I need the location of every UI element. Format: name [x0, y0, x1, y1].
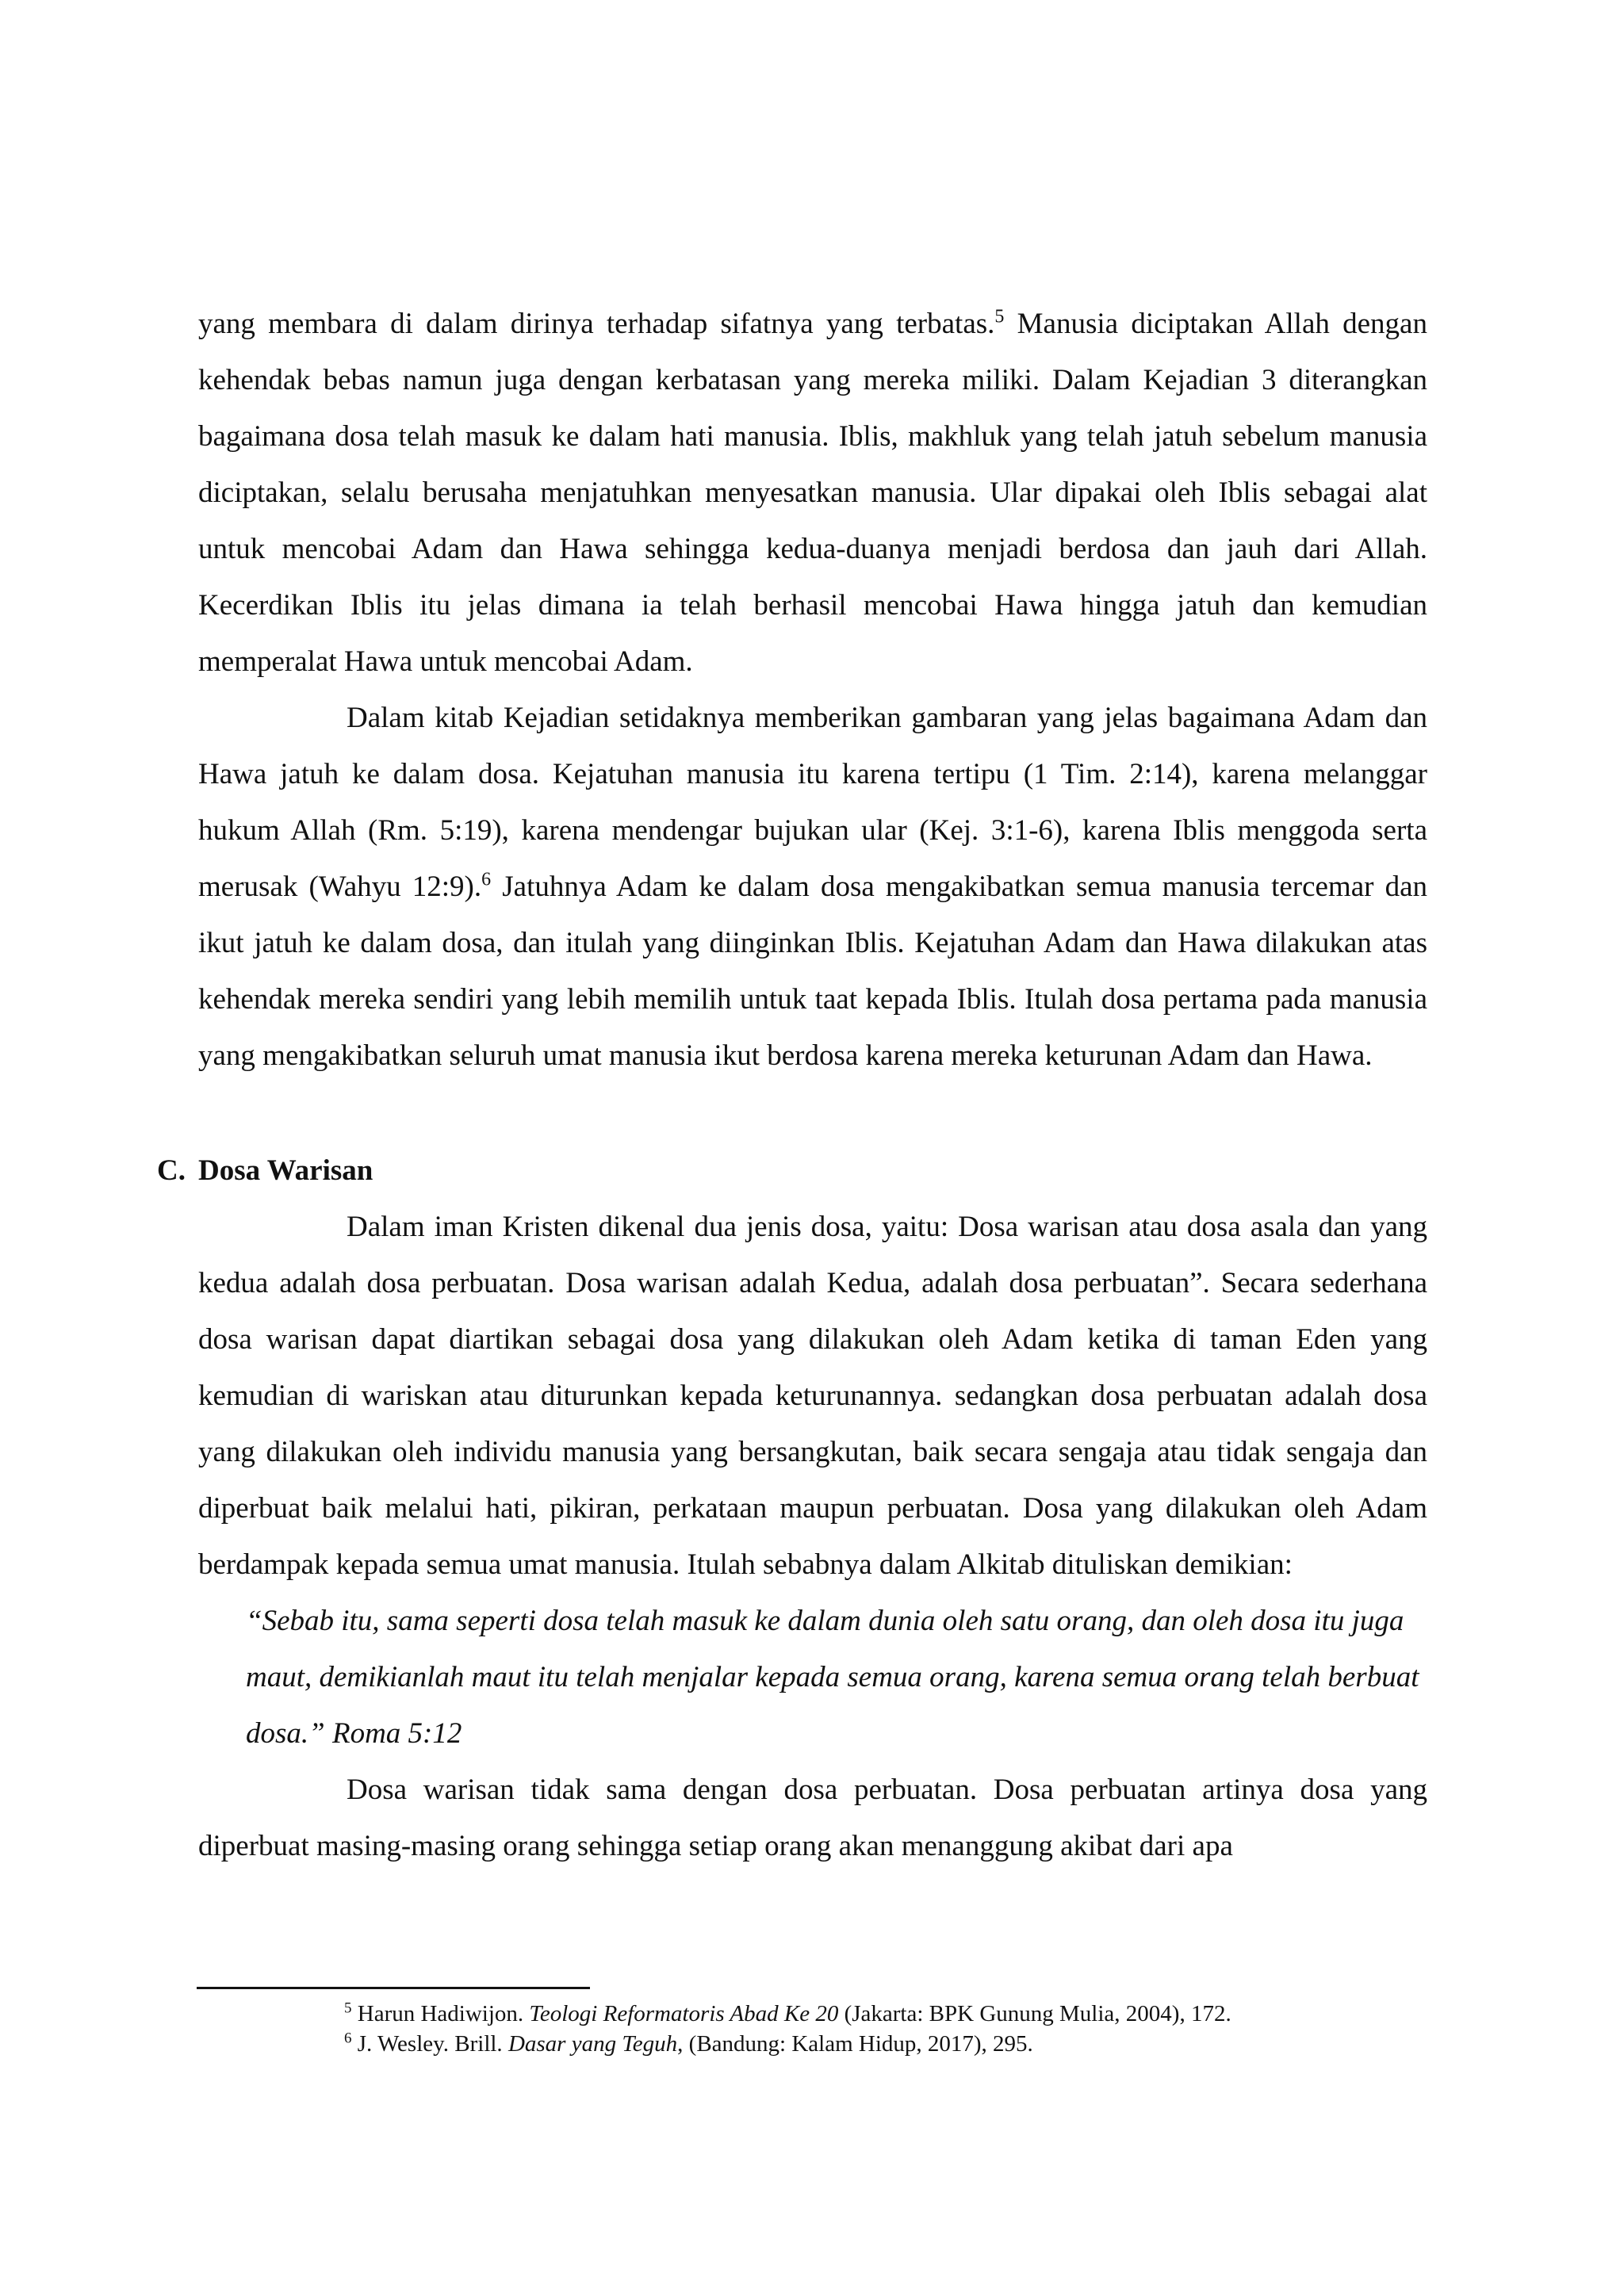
section-heading: [157, 1142, 1427, 1199]
paragraph-3: Dalam iman Kristen dikenal dua jenis dosa, yaitu: Dosa warisan atau dosa asala dan yang kedua adalah dosa perbuatan. Dosa warisan adalah Kedua, adalah dosa perbuatan”. Secara sederhana dosa warisan dapat diartikan sebagai dosa yang dilakukan oleh Adam ketika di taman Eden yang kemudian di wariskan atau diturunkan kepada keturunannya. sedangkan dosa perbuatan adalah dosa yang dilakukan oleh individu manusia yang bersangkutan, baik secara sengaja atau tidak sengaja dan diperbuat baik melalui hati, pikiran, perkataan maupun perbuatan. Dosa yang dilakukan oleh Adam berdampak kepada semua umat manusia. Itulah sebabnya dalam Alkitab dituliskan demikian:: [198, 1211, 1427, 1581]
footnote-ref-5[interactable]: 5: [994, 306, 1005, 327]
paragraph-1-text-b: Manusia diciptakan Allah dengan kehendak bebas namun juga dengan kerbatasan yang mereka miliki. Dalam Kejadian 3 diterangkan bagaimana dosa telah masuk ke dalam hati manusia. Iblis, makhluk yang telah jatuh sebelum manusia diciptakan, selalu berusaha menjatuhkan menyesatkan manusia. Ular dipakai oleh Iblis sebagai alat untuk mencobai Adam dan Hawa sehingga kedua-duanya menjadi berdosa dan jauh dari Allah. Kecerdikan Iblis itu jelas dimana ia telah berhasil mencobai Hawa hingga jatuh dan kemudian memperalat Hawa untuk mencobai Adam.: [198, 308, 1427, 678]
footnote-book-title: Teologi Reformatoris Abad Ke 20: [529, 2001, 839, 2026]
footnote-author: Harun Hadiwijon.: [357, 2001, 530, 2026]
paragraph-2-text-b: Jatuhnya Adam ke dalam dosa mengakibatkan semua manusia tercemar dan ikut jatuh ke dalam dosa, dan itulah yang diinginkan Iblis. Kejatuhan Adam dan Hawa dilakukan atas kehendak mereka sendiri yang lebih memilih untuk taat kepada Iblis. Itulah dosa pertama pada manusia yang mengakibatkan seluruh umat manusia ikut berdosa karena mereka keturunan Adam dan Hawa.: [198, 871, 1427, 1072]
paragraph-4: Dosa warisan tidak sama dengan dosa perbuatan. Dosa perbuatan artinya dosa yang diperbuat masing-masing orang sehingga setiap orang akan menanggung akibat dari apa: [198, 1774, 1427, 1862]
body-text: [157, 296, 1427, 1874]
section-gap: [198, 1084, 1427, 1142]
paragraph-1: [198, 296, 1427, 690]
footnote-number: 6: [344, 2030, 352, 2047]
paragraph-2: [198, 690, 1427, 1084]
footnote-separator: [197, 1987, 590, 1989]
section-title: Dosa Warisan: [198, 1154, 373, 1187]
footnote-book-title: Dasar yang Teguh: [508, 2031, 678, 2057]
footnote-6: [344, 2029, 1454, 2059]
footnote-5: [344, 1999, 1454, 2029]
footnote-publication: (Jakarta: BPK Gunung Mulia, 2004), 172.: [838, 2001, 1231, 2026]
paragraph-1-text-a: yang membara di dalam dirinya terhadap sifatnya yang terbatas.: [198, 308, 995, 340]
section-number: C.: [157, 1154, 186, 1187]
footnote-number: 5: [344, 1999, 352, 2017]
footnote-ref-6[interactable]: 6: [481, 869, 492, 890]
paragraph-2-text-a: Dalam kitab Kejadian setidaknya memberikan gambaran yang jelas bagaimana Adam dan Hawa jatuh ke dalam dosa. Kejatuhan manusia itu karena tertipu (1 Tim. 2:14), karena melanggar hukum Allah (Rm. 5:19), karena mendengar bujukan ular (Kej. 3:1-6), karena Iblis menggoda serta merusak (Wahyu 12:9).: [198, 702, 1427, 903]
bible-quote: “Sebab itu, sama seperti dosa telah masuk ke dalam dunia oleh satu orang, dan oleh dosa itu juga maut, demikianlah maut itu telah menjalar kepada semua orang, karena semua orang telah berbuat dosa.” Roma 5:12: [246, 1605, 1419, 1750]
footnote-publication: , (Bandung: Kalam Hidup, 2017), 295.: [677, 2031, 1033, 2057]
footnote-author: J. Wesley. Brill.: [357, 2031, 508, 2057]
footnotes: [344, 1999, 1454, 2059]
